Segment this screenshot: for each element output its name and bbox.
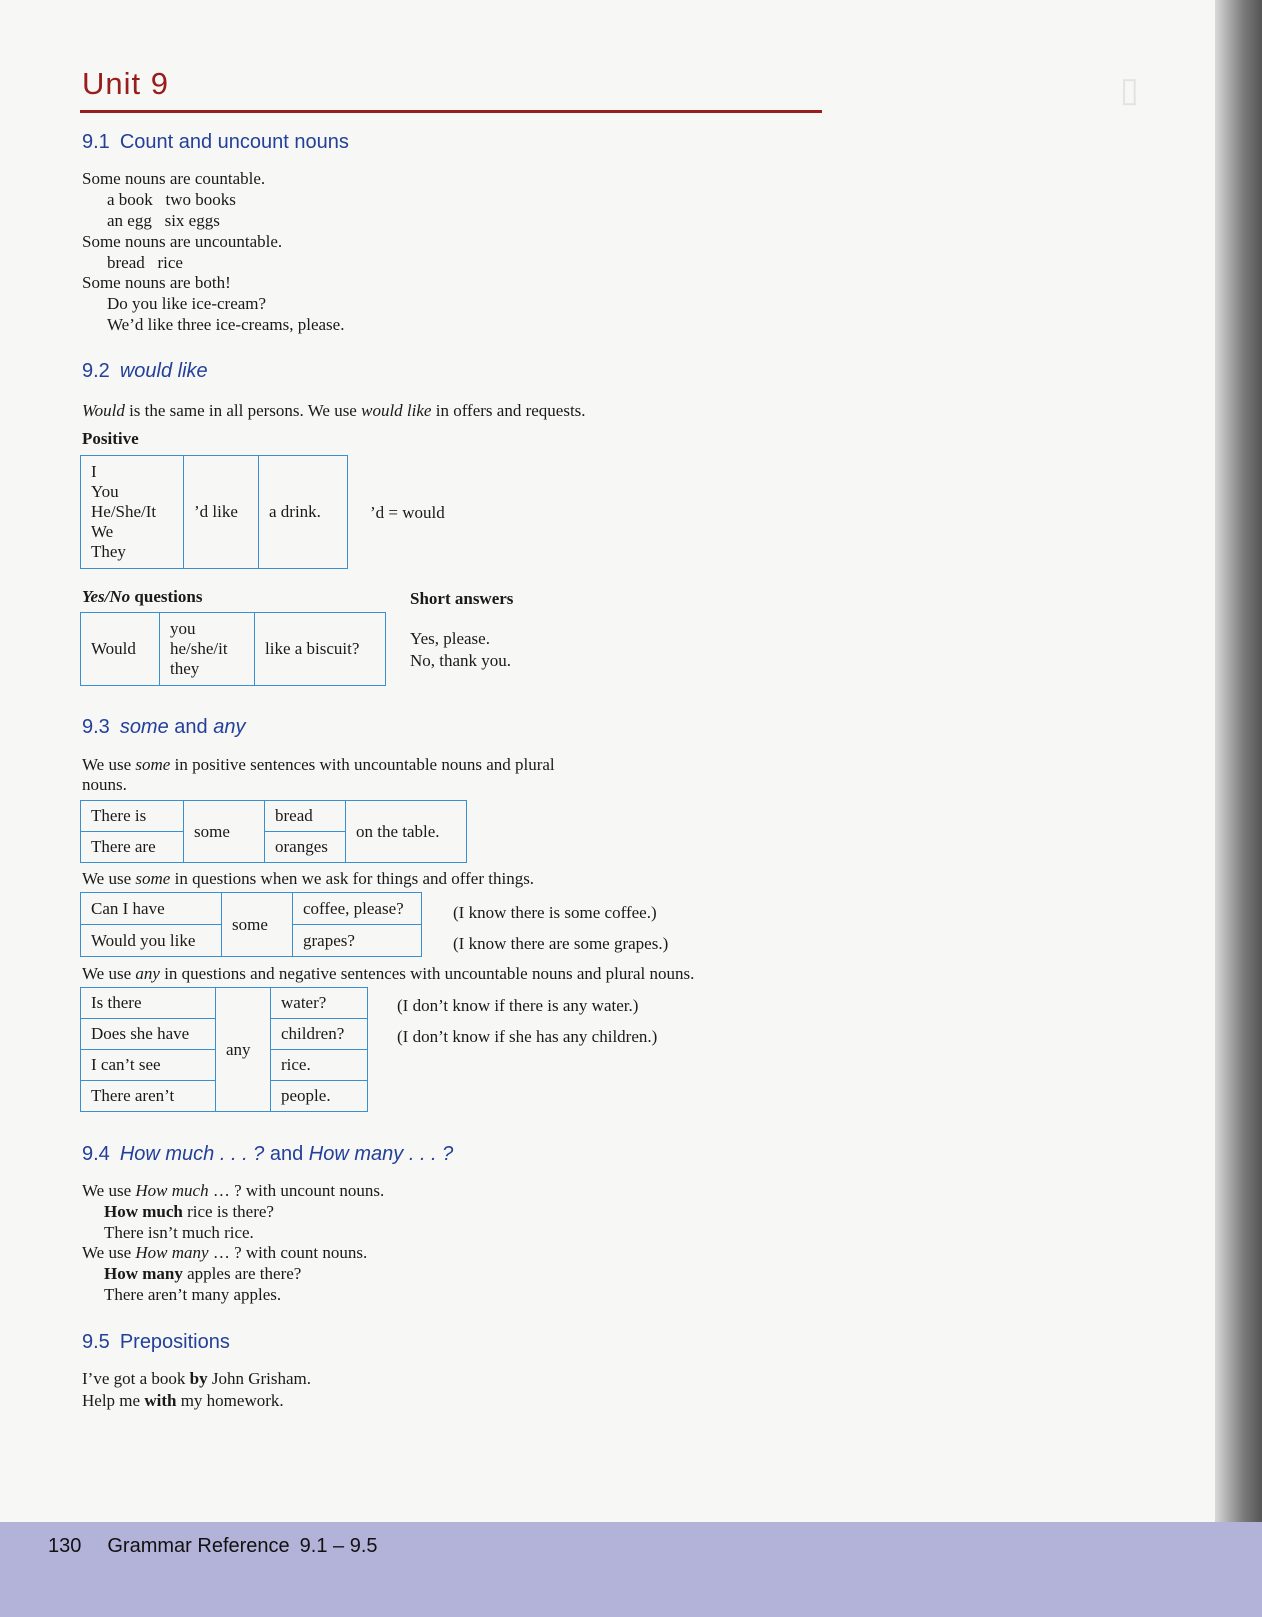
s94-line-6: There aren’t many apples. — [104, 1285, 282, 1304]
table-cell: children? — [271, 1019, 368, 1050]
subject: They — [91, 542, 126, 561]
section-9-4-heading: 9.4 How much . . . ? and How many . . . ? — [82, 1143, 454, 1165]
any-note-2: (I don’t know if she has any children.) — [397, 1027, 658, 1046]
any-note-1: (I don’t know if there is any water.) — [397, 996, 639, 1015]
table-cell: There aren’t — [81, 1081, 216, 1112]
any-table — [80, 987, 368, 1112]
unit-title: Unit 9 — [82, 66, 169, 101]
table-cell: There is — [81, 801, 184, 832]
table-cell: Is there — [81, 988, 216, 1019]
s91-line-1: Some nouns are countable. — [82, 169, 266, 188]
contraction-note: ’d = would — [370, 503, 445, 522]
s93-intro-3: We use any in questions and negative sentences with uncountable nouns and plural nouns. — [82, 964, 695, 983]
subject: you — [170, 619, 196, 638]
s91-line-4: Some nouns are uncountable. — [82, 232, 283, 251]
subject: We — [91, 522, 114, 541]
yes-no-questions-label: Yes/No questions — [82, 587, 203, 606]
s94-line-1: We use How much … ? with uncount nouns. — [82, 1181, 385, 1200]
some-positive-table — [80, 800, 467, 863]
table-cell: on the table. — [346, 801, 467, 863]
s92-intro: Would is the same in all persons. We use would like in offers and requests. — [82, 401, 586, 420]
table-cell: I can’t see — [81, 1050, 216, 1081]
would-like-positive-table — [80, 455, 348, 569]
subject: he/she/it — [170, 639, 228, 658]
section-9-5-heading — [82, 1331, 230, 1354]
table-cell: people. — [271, 1081, 368, 1112]
section-9-3-heading: 9.3 some and any — [82, 716, 246, 738]
contraction-cell: ’d like — [184, 456, 259, 569]
section-number: 9.1 — [82, 131, 110, 153]
would-like-question-table — [80, 612, 386, 686]
object-cell: a drink. — [259, 456, 348, 569]
s95-line-1: I’ve got a book by John Grisham. — [82, 1369, 312, 1388]
short-answer-no: No, thank you. — [410, 651, 512, 670]
table-cell: grapes? — [293, 925, 422, 957]
s91-line-6: Some nouns are both! — [82, 273, 231, 292]
bleed-through-decoration: ▯ — [1120, 71, 1139, 109]
s91-line-3: an egg six eggs — [107, 211, 220, 230]
section-9-1-heading — [82, 131, 349, 154]
section-title: Count and uncount nouns — [119, 131, 349, 153]
s94-line-2: How much rice is there? — [104, 1202, 274, 1221]
subject: they — [170, 659, 200, 678]
subject: I — [91, 462, 97, 481]
s93-intro-2: We use some in questions when we ask for things and offer things. — [82, 869, 535, 888]
some-note-2: (I know there are some grapes.) — [453, 934, 669, 953]
table-cell: bread — [265, 801, 346, 832]
table-cell: There are — [81, 832, 184, 863]
section-number: 9.2 — [82, 360, 110, 382]
section-title: would like — [119, 360, 208, 382]
s91-line-7: Do you like ice-cream? — [107, 294, 267, 313]
short-answer-yes: Yes, please. — [410, 629, 490, 648]
subject: You — [91, 482, 119, 501]
section-title: Prepositions — [119, 1331, 230, 1353]
footer-label: Grammar Reference — [107, 1535, 290, 1557]
table-cell: Does she have — [81, 1019, 216, 1050]
table-cell: oranges — [265, 832, 346, 863]
page-number: 130 — [48, 1535, 82, 1557]
s91-line-8: We’d like three ice-creams, please. — [107, 315, 345, 334]
section-9-2-heading — [82, 360, 208, 383]
s91-line-2: a book two books — [107, 190, 236, 209]
table-cell: Would you like — [81, 925, 222, 957]
short-answers-label: Short answers — [410, 589, 514, 608]
s91-line-5: bread rice — [107, 253, 183, 272]
some-note-1: (I know there is some coffee.) — [453, 903, 657, 922]
s94-line-3: There isn’t much rice. — [104, 1223, 254, 1242]
object-cell: like a biscuit? — [255, 613, 386, 686]
some-cell: some — [184, 801, 265, 863]
section-number: 9.5 — [82, 1331, 110, 1353]
s93-intro-1: We use some in positive sentences with uncountable nouns and plural nouns. — [82, 755, 555, 794]
any-cell: any — [216, 988, 271, 1112]
page-edge-shadow — [1215, 0, 1262, 1617]
table-cell: water? — [271, 988, 368, 1019]
section-number: 9.3 — [82, 716, 110, 738]
unit-title-rule — [80, 110, 822, 113]
some-cell: some — [222, 893, 293, 957]
s94-line-5: How many apples are there? — [104, 1264, 302, 1283]
page-footer — [48, 1535, 404, 1558]
would-cell: Would — [81, 613, 160, 686]
table-cell: coffee, please? — [293, 893, 422, 925]
s95-line-2: Help me with my homework. — [82, 1391, 284, 1410]
subject: He/She/It — [91, 502, 157, 521]
table-cell: rice. — [271, 1050, 368, 1081]
s94-line-4: We use How many … ? with count nouns. — [82, 1243, 368, 1262]
footer-range: 9.1 – 9.5 — [299, 1535, 378, 1557]
positive-label: Positive — [82, 429, 139, 448]
table-cell: Can I have — [81, 893, 222, 925]
section-number: 9.4 — [82, 1143, 110, 1165]
some-question-table — [80, 892, 422, 957]
